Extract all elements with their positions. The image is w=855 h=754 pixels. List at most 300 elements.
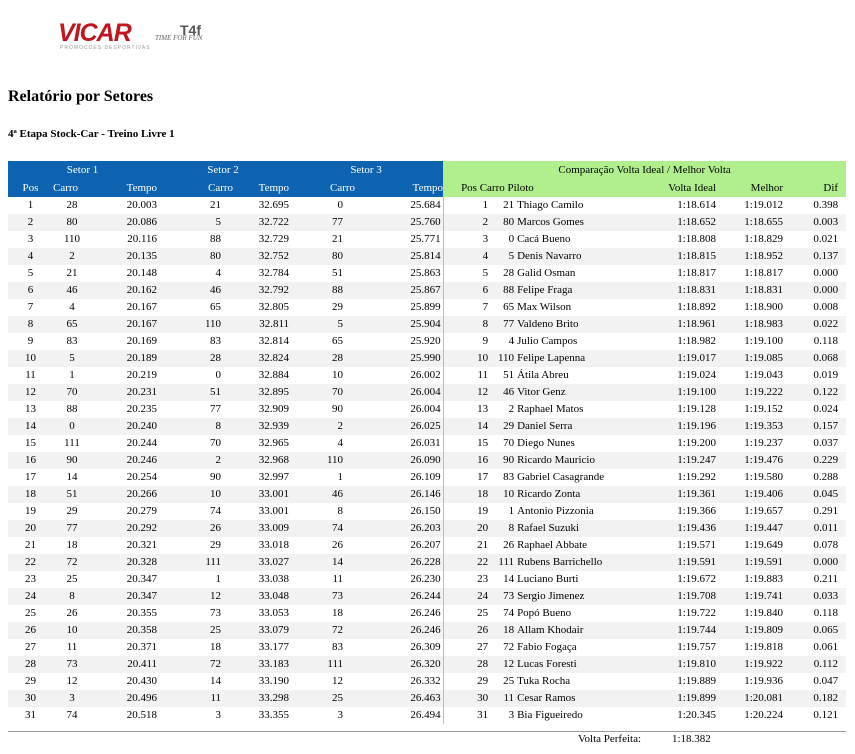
cell-tempo-s3: 25.760 <box>355 214 443 231</box>
table-row <box>8 690 846 707</box>
cell-carro-cmp: 29 <box>488 418 516 435</box>
cell-tempo-s1: 20.347 <box>91 588 157 605</box>
cell-carro-cmp: 90 <box>488 452 516 469</box>
cell-pos-cmp: 13 <box>443 401 488 418</box>
t4f-logo-subtitle: TIME FOR FUN <box>155 34 203 42</box>
cell-carro-s2: 46 <box>157 282 233 299</box>
cell-melhor: 1:19.741 <box>716 588 783 605</box>
cell-carro-s3: 90 <box>332 403 344 415</box>
cell-carro-s3: 21 <box>332 233 344 245</box>
cell-carro-s1: 4 <box>69 301 75 313</box>
cell-carro-s2: 83 <box>210 335 222 347</box>
cell-tempo-s1: 20.189 <box>91 350 157 367</box>
cell-tempo-s3: 25.920 <box>410 335 441 347</box>
cell-piloto: Fabio Fogaça <box>517 641 577 653</box>
cell-tempo-s3: 26.109 <box>410 471 441 483</box>
cell-carro-cmp: 72 <box>503 641 515 653</box>
cell-pos-s1: 27 <box>25 641 36 653</box>
cell-pos-s1: 4 <box>8 248 53 265</box>
cell-tempo-s3: 26.002 <box>410 369 441 381</box>
cell-carro-s3: 18 <box>332 607 344 619</box>
cell-volta-ideal: 1:19.024 <box>677 369 717 381</box>
cell-carro-s1: 21 <box>66 267 78 279</box>
cell-melhor: 1:19.883 <box>744 573 784 585</box>
table-row <box>8 537 846 554</box>
cell-tempo-s3: 26.244 <box>355 588 443 605</box>
cell-melhor: 1:18.829 <box>744 233 784 245</box>
cell-carro-s3: 110 <box>289 452 355 469</box>
cell-tempo-s1: 20.135 <box>91 248 157 265</box>
cell-carro-s2: 1 <box>215 573 222 585</box>
table-row <box>8 605 846 622</box>
cell-pos-s1: 28 <box>8 656 53 673</box>
cell-tempo-s1: 20.003 <box>126 199 158 211</box>
cell-volta-ideal: 1:18.961 <box>626 316 716 333</box>
col-carro-s3: Carro <box>289 179 355 197</box>
cell-melhor: 1:19.657 <box>744 505 784 517</box>
col-volta-ideal: Volta Ideal <box>626 179 716 197</box>
cell-tempo-s3: 26.320 <box>355 656 443 673</box>
cell-pos-s1: 26 <box>8 622 53 639</box>
cell-dif: 0.078 <box>813 539 839 551</box>
comparacao-header: Comparação Volta Ideal / Melhor Volta <box>443 161 846 179</box>
cell-carro-s2: 4 <box>215 267 222 279</box>
cell-pos-cmp: 5 <box>443 265 488 282</box>
cell-dif: 0.000 <box>813 267 839 279</box>
cell-carro-s2: 2 <box>157 452 233 469</box>
cell-carro-cmp: 77 <box>488 316 516 333</box>
cell-carro-cmp: 73 <box>488 588 516 605</box>
cell-dif: 0.037 <box>813 437 839 449</box>
cell-pos-cmp: 19 <box>443 503 488 520</box>
cell-tempo-s2: 33.177 <box>258 641 290 653</box>
cell-pos-s1: 14 <box>8 418 53 435</box>
cell-dif: 0.112 <box>783 656 846 673</box>
cell-tempo-s2: 33.079 <box>233 622 289 639</box>
cell-tempo-s2: 32.752 <box>233 248 289 265</box>
cell-carro-s2: 51 <box>157 384 233 401</box>
cell-carro-cmp: 3 <box>508 709 515 721</box>
cell-pos-cmp: 12 <box>443 384 488 401</box>
cell-pos-s1: 2 <box>8 214 53 231</box>
cell-melhor: 1:18.952 <box>716 248 783 265</box>
cell-pos-s1: 19 <box>25 505 36 517</box>
cell-carro-s3: 11 <box>332 573 344 585</box>
cell-pos-s1: 20 <box>8 520 53 537</box>
report-body <box>8 197 846 724</box>
cell-pos-s1: 16 <box>8 452 53 469</box>
cell-pos-cmp: 9 <box>443 333 488 350</box>
cell-carro-s3: 25 <box>289 690 355 707</box>
cell-carro-s3: 0 <box>337 199 344 211</box>
cell-tempo-s1: 20.518 <box>126 709 158 721</box>
cell-piloto: Daniel Serra <box>516 418 626 435</box>
cell-carro-cmp: 83 <box>503 471 515 483</box>
cell-carro-s3: 88 <box>289 282 355 299</box>
cell-carro-s2: 12 <box>157 588 233 605</box>
cell-tempo-s2: 33.048 <box>233 588 289 605</box>
vicar-logo-subtitle: PROMOCOES DESPORTIVAS <box>60 45 151 51</box>
cell-carro-s1: 29 <box>66 505 78 517</box>
cell-tempo-s2: 32.965 <box>258 437 290 449</box>
cell-carro-s1: 90 <box>53 452 91 469</box>
cell-piloto: Popó Bueno <box>517 607 572 619</box>
cell-tempo-s1: 20.240 <box>91 418 157 435</box>
table-row <box>8 214 846 231</box>
table-row <box>8 333 846 350</box>
cell-carro-s1: 73 <box>53 656 91 673</box>
cell-dif: 0.182 <box>783 690 846 707</box>
cell-pos-s1: 23 <box>25 573 36 585</box>
cell-carro-s1: 72 <box>53 554 91 571</box>
cell-tempo-s3: 25.814 <box>355 248 443 265</box>
cell-dif: 0.118 <box>813 335 839 347</box>
cell-piloto: Valdeno Brito <box>516 316 626 333</box>
cell-carro-s2: 77 <box>210 403 222 415</box>
cell-melhor: 1:19.936 <box>744 675 784 687</box>
cell-carro-s2: 80 <box>157 248 233 265</box>
cell-carro-s2: 8 <box>157 418 233 435</box>
cell-carro-cmp: 1 <box>508 505 515 517</box>
cell-carro-s3: 70 <box>289 384 355 401</box>
sector-report-table <box>8 161 846 724</box>
cell-tempo-s1: 20.167 <box>91 316 157 333</box>
cell-piloto: Rafael Suzuki <box>516 520 626 537</box>
cell-carro-s2: 111 <box>157 554 233 571</box>
cell-carro-s3: 10 <box>332 369 344 381</box>
cell-carro-s3: 83 <box>332 641 344 653</box>
cell-piloto: Max Wilson <box>517 301 572 313</box>
cell-carro-s1: 74 <box>66 709 78 721</box>
cell-pos-s1: 18 <box>8 486 53 503</box>
cell-pos-cmp: 30 <box>443 690 488 707</box>
cell-dif: 0.068 <box>783 350 846 367</box>
table-row <box>8 299 846 316</box>
table-row <box>8 571 846 588</box>
cell-tempo-s1: 20.321 <box>126 539 158 551</box>
cell-tempo-s3: 25.771 <box>410 233 441 245</box>
cell-tempo-s2: 33.018 <box>258 539 290 551</box>
cell-melhor: 1:19.809 <box>716 622 783 639</box>
cell-melhor: 1:19.591 <box>716 554 783 571</box>
cell-tempo-s2: 33.038 <box>258 573 290 585</box>
cell-piloto: Allam Khodair <box>516 622 626 639</box>
cell-volta-ideal: 1:19.591 <box>626 554 716 571</box>
cell-tempo-s3: 26.203 <box>355 520 443 537</box>
cell-tempo-s3: 26.150 <box>410 505 441 517</box>
cell-dif: 0.008 <box>813 301 839 313</box>
cell-dif: 0.011 <box>783 520 846 537</box>
cell-carro-s3: 73 <box>289 588 355 605</box>
cell-carro-s2: 25 <box>157 622 233 639</box>
cell-dif: 0.291 <box>813 505 839 517</box>
cell-piloto: Tuka Rocha <box>517 675 571 687</box>
cell-tempo-s2: 32.805 <box>258 301 290 313</box>
cell-carro-s1: 83 <box>66 335 78 347</box>
cell-tempo-s2: 33.053 <box>258 607 290 619</box>
cell-pos-cmp: 22 <box>443 554 488 571</box>
cell-carro-s3: 1 <box>337 471 344 483</box>
cell-carro-s1: 8 <box>53 588 91 605</box>
cell-carro-s1: 46 <box>53 282 91 299</box>
cell-carro-s1: 88 <box>66 403 78 415</box>
cell-tempo-s1: 20.246 <box>91 452 157 469</box>
cell-pos-s1: 12 <box>8 384 53 401</box>
cell-pos-cmp: 2 <box>443 214 488 231</box>
cell-dif: 0.121 <box>813 709 839 721</box>
cell-carro-s1: 51 <box>53 486 91 503</box>
setor2-header: Setor 2 <box>157 161 289 179</box>
col-pos-carro-piloto: Pos Carro Piloto <box>443 179 626 197</box>
cell-carro-s3: 29 <box>332 301 344 313</box>
cell-tempo-s2: 32.824 <box>233 350 289 367</box>
cell-pos-s1: 15 <box>25 437 36 449</box>
cell-tempo-s2: 33.190 <box>258 675 290 687</box>
cell-carro-s1: 77 <box>53 520 91 537</box>
col-carro-s2: Carro <box>157 179 233 197</box>
cell-pos-s1: 9 <box>27 335 34 347</box>
cell-melhor: 1:20.224 <box>744 709 784 721</box>
cell-carro-cmp: 65 <box>503 301 515 313</box>
cell-volta-ideal: 1:19.672 <box>677 573 717 585</box>
cell-carro-s3: 51 <box>332 267 344 279</box>
cell-dif: 0.047 <box>813 675 839 687</box>
cell-melhor: 1:18.831 <box>716 282 783 299</box>
cell-carro-cmp: 4 <box>508 335 515 347</box>
cell-carro-cmp: 26 <box>503 539 515 551</box>
cell-piloto: Luciano Burti <box>517 573 579 585</box>
table-row <box>8 503 846 520</box>
cell-dif: 0.033 <box>783 588 846 605</box>
cell-piloto: Marcos Gomes <box>516 214 626 231</box>
cell-volta-ideal: 1:19.196 <box>626 418 716 435</box>
cell-carro-s2: 26 <box>157 520 233 537</box>
cell-carro-cmp: 28 <box>503 267 515 279</box>
cell-pos-cmp: 15 <box>443 435 488 452</box>
cell-carro-s2: 14 <box>210 675 222 687</box>
cell-tempo-s1: 20.355 <box>126 607 158 619</box>
cell-tempo-s3: 25.990 <box>355 350 443 367</box>
cell-melhor: 1:19.152 <box>744 403 784 415</box>
cell-volta-ideal: 1:19.017 <box>626 350 716 367</box>
cell-tempo-s2: 33.355 <box>258 709 290 721</box>
cell-melhor: 1:20.081 <box>716 690 783 707</box>
cell-carro-s2: 3 <box>215 709 222 721</box>
cell-dif: 0.118 <box>813 607 839 619</box>
cell-carro-s2: 88 <box>210 233 222 245</box>
cell-carro-cmp: 110 <box>488 350 516 367</box>
cell-pos-cmp: 21 <box>443 537 488 554</box>
cell-dif: 0.061 <box>813 641 839 653</box>
cell-carro-cmp: 80 <box>488 214 516 231</box>
cell-pos-s1: 17 <box>25 471 36 483</box>
cell-dif: 0.398 <box>813 199 839 211</box>
cell-carro-s1: 26 <box>66 607 78 619</box>
cell-carro-s1: 0 <box>53 418 91 435</box>
cell-carro-s1: 12 <box>66 675 78 687</box>
cell-dif: 0.003 <box>783 214 846 231</box>
cell-tempo-s1: 20.244 <box>126 437 158 449</box>
cell-pos-s1: 1 <box>27 199 34 211</box>
cell-volta-ideal: 1:19.361 <box>626 486 716 503</box>
cell-pos-cmp: 17 <box>443 469 488 486</box>
table-row <box>8 418 846 435</box>
cell-volta-ideal: 1:19.200 <box>677 437 717 449</box>
cell-piloto: Antonio Pizzonia <box>517 505 594 517</box>
cell-pos-cmp: 24 <box>443 588 488 605</box>
cell-pos-cmp: 27 <box>443 639 488 656</box>
col-tempo-s1: Tempo <box>91 179 157 197</box>
cell-tempo-s1: 20.254 <box>126 471 158 483</box>
cell-carro-s3: 65 <box>332 335 344 347</box>
cell-tempo-s3: 26.309 <box>410 641 441 653</box>
cell-pos-cmp: 25 <box>443 605 488 622</box>
footer <box>8 731 846 754</box>
cell-carro-s1: 14 <box>66 471 78 483</box>
group-header-row <box>8 161 846 179</box>
cell-pos-cmp: 20 <box>443 520 488 537</box>
cell-tempo-s3: 26.332 <box>410 675 441 687</box>
col-melhor: Melhor <box>716 179 783 197</box>
cell-carro-s3: 8 <box>337 505 344 517</box>
cell-carro-s3: 80 <box>289 248 355 265</box>
cell-carro-cmp: 14 <box>503 573 515 585</box>
cell-tempo-s1: 20.167 <box>126 301 158 313</box>
cell-carro-s3: 72 <box>289 622 355 639</box>
cell-volta-ideal: 1:19.366 <box>677 505 717 517</box>
cell-volta-ideal: 1:18.815 <box>626 248 716 265</box>
cell-pos-s1: 8 <box>8 316 53 333</box>
page-title: Relatório por Setores <box>8 88 154 105</box>
cell-carro-s1: 80 <box>53 214 91 231</box>
cell-carro-cmp: 88 <box>488 282 516 299</box>
cell-carro-s1: 5 <box>53 350 91 367</box>
cell-piloto: Felipe Lapenna <box>516 350 626 367</box>
cell-tempo-s1: 20.292 <box>91 520 157 537</box>
cell-melhor: 1:19.085 <box>716 350 783 367</box>
table-row <box>8 639 846 656</box>
table-row <box>8 656 846 673</box>
cell-volta-ideal: 1:18.831 <box>626 282 716 299</box>
cell-tempo-s2: 33.027 <box>233 554 289 571</box>
cell-pos-cmp: 23 <box>443 571 488 588</box>
cell-tempo-s1: 20.328 <box>91 554 157 571</box>
cell-tempo-s1: 20.116 <box>127 233 158 245</box>
cell-carro-cmp: 11 <box>488 690 516 707</box>
cell-tempo-s3: 26.004 <box>410 403 441 415</box>
cell-tempo-s1: 20.235 <box>126 403 158 415</box>
cell-carro-s2: 28 <box>157 350 233 367</box>
cell-melhor: 1:19.406 <box>716 486 783 503</box>
cell-volta-ideal: 1:19.889 <box>677 675 717 687</box>
cell-tempo-s2: 32.939 <box>233 418 289 435</box>
cell-pos-cmp: 10 <box>443 350 488 367</box>
cell-piloto: Cesar Ramos <box>516 690 626 707</box>
cell-carro-cmp: 21 <box>503 199 515 211</box>
cell-volta-ideal: 1:19.899 <box>626 690 716 707</box>
cell-pos-cmp: 4 <box>443 248 488 265</box>
cell-carro-s2: 90 <box>210 471 222 483</box>
cell-tempo-s1: 20.371 <box>126 641 158 653</box>
table-row <box>8 452 846 469</box>
cell-tempo-s1: 20.219 <box>126 369 158 381</box>
cell-carro-s2: 0 <box>215 369 222 381</box>
cell-tempo-s2: 32.968 <box>233 452 289 469</box>
cell-carro-s2: 10 <box>157 486 233 503</box>
cell-melhor: 1:19.222 <box>716 384 783 401</box>
cell-carro-s3: 2 <box>289 418 355 435</box>
table-row <box>8 384 846 401</box>
cell-piloto: Galid Osman <box>517 267 576 279</box>
table-row <box>8 435 846 452</box>
cell-carro-s1: 111 <box>64 437 80 449</box>
brand-logos <box>58 20 208 54</box>
cell-pos-s1: 31 <box>25 709 36 721</box>
cell-tempo-s3: 26.463 <box>355 690 443 707</box>
cell-carro-cmp: 74 <box>503 607 515 619</box>
cell-carro-cmp: 111 <box>488 554 516 571</box>
column-header-row <box>8 179 846 197</box>
cell-tempo-s3: 26.230 <box>410 573 441 585</box>
cell-melhor: 1:19.580 <box>744 471 784 483</box>
cell-tempo-s1: 20.231 <box>91 384 157 401</box>
cell-pos-s1: 30 <box>8 690 53 707</box>
cell-melhor: 1:19.012 <box>744 199 784 211</box>
cell-piloto: Raphael Abbate <box>517 539 588 551</box>
cell-tempo-s2: 33.001 <box>258 505 290 517</box>
cell-dif: 0.000 <box>783 282 846 299</box>
cell-dif: 0.019 <box>813 369 839 381</box>
cell-tempo-s1: 20.347 <box>126 573 158 585</box>
cell-tempo-s1: 20.411 <box>91 656 157 673</box>
cell-carro-cmp: 5 <box>488 248 516 265</box>
table-row <box>8 554 846 571</box>
cell-piloto: Ricardo Zonta <box>516 486 626 503</box>
vicar-logo: VICAR <box>58 19 131 47</box>
cell-carro-s2: 5 <box>157 214 233 231</box>
cell-piloto: Sergio Jimenez <box>516 588 626 605</box>
cell-pos-cmp: 14 <box>443 418 488 435</box>
cell-volta-ideal: 1:19.571 <box>677 539 717 551</box>
cell-carro-s2: 29 <box>210 539 222 551</box>
cell-tempo-s3: 26.246 <box>355 622 443 639</box>
cell-carro-s3: 46 <box>289 486 355 503</box>
cell-pos-cmp: 7 <box>443 299 488 316</box>
cell-tempo-s3: 26.494 <box>410 709 441 721</box>
cell-dif: 0.137 <box>783 248 846 265</box>
cell-carro-s1: 18 <box>66 539 78 551</box>
cell-melhor: 1:19.818 <box>744 641 784 653</box>
cell-melhor: 1:19.476 <box>716 452 783 469</box>
cell-tempo-s3: 26.031 <box>410 437 441 449</box>
session-subtitle: 4ª Etapa Stock-Car - Treino Livre 1 <box>8 128 175 140</box>
cell-tempo-s2: 32.997 <box>258 471 290 483</box>
setor1-header: Setor 1 <box>8 161 157 179</box>
cell-pos-s1: 24 <box>8 588 53 605</box>
cell-carro-s2: 21 <box>210 199 222 211</box>
cell-tempo-s1: 20.496 <box>91 690 157 707</box>
setor3-header: Setor 3 <box>289 161 443 179</box>
cell-carro-s3: 26 <box>332 539 344 551</box>
cell-tempo-s2: 32.814 <box>258 335 290 347</box>
cell-tempo-s2: 32.909 <box>258 403 290 415</box>
cell-tempo-s2: 32.811 <box>233 316 289 333</box>
cell-dif: 0.021 <box>813 233 839 245</box>
cell-piloto: Felipe Fraga <box>516 282 626 299</box>
cell-tempo-s2: 33.009 <box>233 520 289 537</box>
table-row <box>8 486 846 503</box>
cell-volta-ideal: 1:18.982 <box>677 335 717 347</box>
